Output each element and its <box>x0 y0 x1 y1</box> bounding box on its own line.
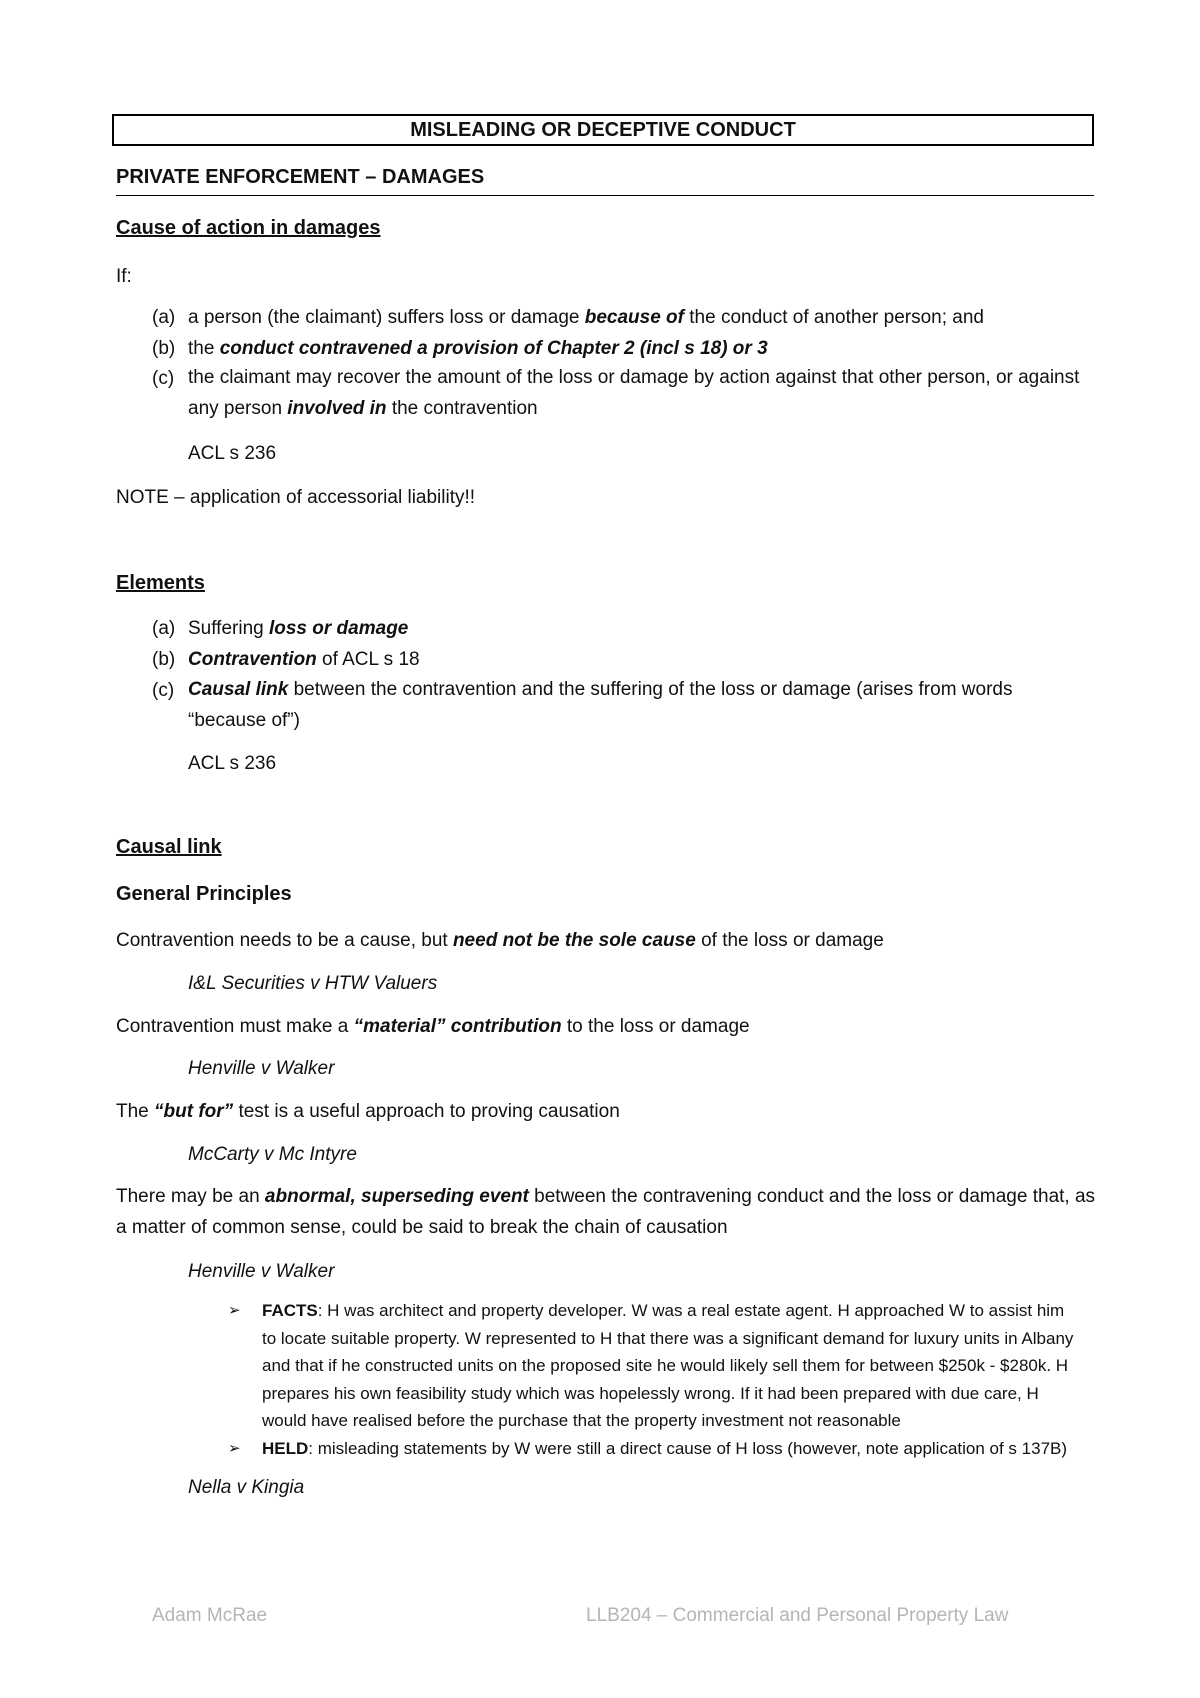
elements-item-c: (c) Causal link between the contravention and the suffering of the loss or damage (arises from words “because of”) <box>152 679 1013 731</box>
footer-author: Adam McRae <box>152 1605 268 1626</box>
arrow-bullet-icon: ➢ <box>228 1440 241 1457</box>
case-facts-bullet: ➢ FACTS: H was architect and property developer. W was a real estate agent. H approached W to assist him to locate suitable property. W represented to H that there was a significant demand for luxury units in Albany and that if he constructed units on the proposed site he would likely sell them for between $250k - $280k. H prepares his own feasibility study which was hopelessly wrong. If it had been prepared with due care, H would have realised before the purchase that the property investment not reasonable <box>228 1297 1082 1435</box>
cause-item-label: (c) <box>152 368 175 389</box>
principle-4: There may be an abnormal, superseding event between the contravening conduct and the loss or damage that, as a matter of common sense, could be said to break the chain of causation <box>116 1186 1096 1238</box>
arrow-bullet-icon: ➢ <box>228 1302 241 1319</box>
footer-course: LLB204 – Commercial and Personal Property Law <box>586 1605 1009 1626</box>
principle-3: The “but for” test is a useful approach to proving causation <box>116 1101 620 1122</box>
general-principles-heading: General Principles <box>116 883 292 905</box>
cause-item-a: (a) a person (the claimant) suffers loss or damage because of the conduct of another person; and <box>152 307 984 328</box>
elements-heading: Elements <box>116 572 205 594</box>
cause-item-c: (c) the claimant may recover the amount of the loss or damage by action against that other person, or against any person involved in the contravention <box>152 368 1092 424</box>
document-title: MISLEADING OR DECEPTIVE CONDUCT <box>112 114 1094 146</box>
cause-item-label: (a) <box>152 307 176 328</box>
causal-heading: Causal link <box>116 836 222 858</box>
case-citation: McCarty v Mc Intyre <box>188 1144 357 1165</box>
elements-item-b: (b) Contravention of ACL s 18 <box>152 649 420 670</box>
case-citation: I&L Securities v HTW Valuers <box>188 973 438 994</box>
cause-item-label: (b) <box>152 338 176 359</box>
cause-note: NOTE – application of accessorial liability!! <box>116 487 476 508</box>
case-citation: Nella v Kingia <box>188 1477 305 1498</box>
principle-2: Contravention must make a “material” contribution to the loss or damage <box>116 1016 750 1037</box>
cause-reference: ACL s 236 <box>188 443 277 464</box>
case-citation: Henville v Walker <box>188 1261 335 1282</box>
elements-reference: ACL s 236 <box>188 753 277 774</box>
elements-item-a: (a) Suffering loss or damage <box>152 618 409 639</box>
section-heading: PRIVATE ENFORCEMENT – DAMAGES <box>116 166 1094 196</box>
cause-item-b: (b) the conduct contravened a provision of Chapter 2 (incl s 18) or 3 <box>152 338 768 359</box>
cause-intro: If: <box>116 266 132 287</box>
case-held-bullet: ➢ HELD: misleading statements by W were still a direct cause of H loss (however, note application of s 137B) <box>228 1435 1082 1463</box>
principle-1: Contravention needs to be a cause, but need not be the sole cause of the loss or damage <box>116 930 884 951</box>
cause-heading: Cause of action in damages <box>116 217 381 239</box>
case-citation: Henville v Walker <box>188 1058 335 1079</box>
